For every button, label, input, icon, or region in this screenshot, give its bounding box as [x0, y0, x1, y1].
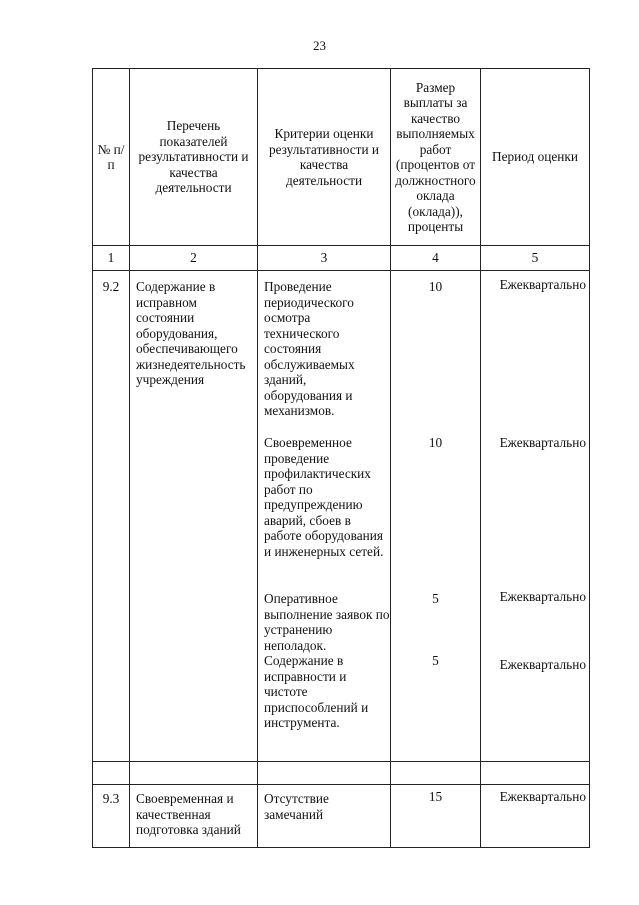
header-row	[93, 69, 590, 246]
percent-value: 5	[432, 653, 439, 668]
period-value: Ежеквартально	[499, 657, 586, 672]
percent-value: 10	[428, 435, 443, 450]
column-number: 5	[481, 246, 590, 271]
period-value: Ежеквартально	[499, 435, 586, 450]
kpi-table	[92, 68, 590, 848]
row-number-cell	[93, 785, 130, 848]
percent-cell	[391, 785, 481, 848]
criterion-text: Отсутствие замечаний	[264, 791, 329, 822]
criterion-text: Проведение периодического осмотра технического состояния обслуживаемых зданий, оборудования и механизмов.	[264, 279, 355, 418]
period-value: Ежеквартально	[499, 277, 586, 292]
column-number: 3	[258, 246, 391, 271]
indicator-cell	[130, 785, 258, 848]
row-number: 9.3	[102, 791, 120, 806]
percent-value: 15	[428, 789, 443, 804]
criterion-text: Оперативное выполнение заявок по устранению неполадок.	[264, 591, 390, 653]
table-row	[93, 271, 590, 762]
row-number: 9.2	[102, 279, 120, 294]
indicator-text: Своевременная и качественная подготовка зданий	[136, 791, 241, 837]
criterion-text: Своевременное проведение профилактических работ по предупреждению аварий, сбоев в работе оборудования и инженерных сетей.	[264, 435, 384, 559]
percent-value: 10	[428, 279, 443, 294]
criterion-text: Содержание в исправности и чистоте приспособлений и инструмента.	[264, 653, 369, 730]
period-cell	[481, 271, 590, 762]
period-value: Ежеквартально	[499, 789, 586, 804]
header-indicators: Перечень показателей результативности и качества деятельности	[130, 69, 258, 246]
spacer-row	[93, 762, 590, 785]
period-cell	[481, 785, 590, 848]
table-row	[93, 785, 590, 848]
column-number: 2	[130, 246, 258, 271]
header-payment-size: Размер выплаты за качество выполняемых работ (процентов от должностного оклада (оклада)), проценты	[391, 69, 481, 246]
criteria-cell	[258, 785, 391, 848]
indicator-cell	[130, 271, 258, 762]
percent-value: 5	[432, 591, 439, 606]
row-number-cell	[93, 271, 130, 762]
page-number: 23	[313, 38, 326, 53]
header-criteria: Критерии оценки результативности и качества деятельности	[258, 69, 391, 246]
criteria-cell	[258, 271, 391, 762]
header-period: Период оценки	[481, 69, 590, 246]
period-value: Ежеквартально	[499, 589, 586, 604]
header-number: № п/п	[93, 69, 130, 246]
percent-cell	[391, 271, 481, 762]
column-number-row	[93, 246, 590, 271]
indicator-text: Содержание в исправном состоянии оборудования, обеспечивающего жизнедеятельность учреждения	[136, 279, 246, 387]
column-number: 4	[391, 246, 481, 271]
column-number: 1	[93, 246, 130, 271]
